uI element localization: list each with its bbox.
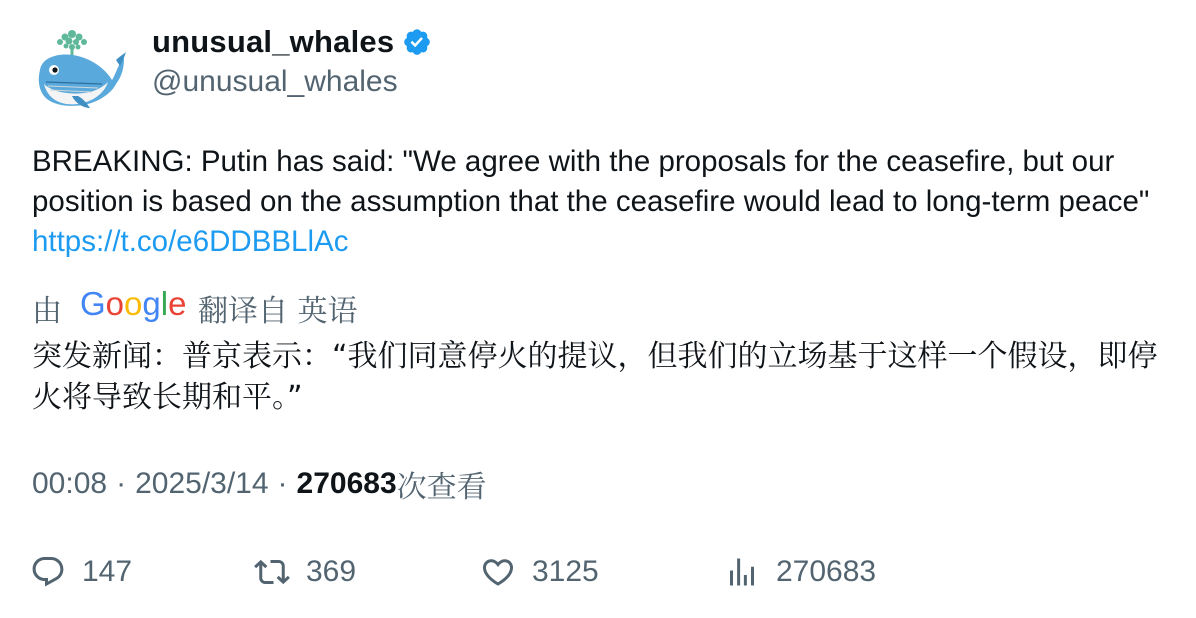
- translated-from-label: 翻译自 英语: [198, 294, 358, 329]
- bar-chart-icon: [724, 554, 760, 590]
- google-logo-icon: [80, 285, 187, 330]
- tweet-meta: [32, 464, 487, 504]
- retweet-button[interactable]: [254, 550, 356, 594]
- like-count: 3125: [532, 555, 599, 588]
- translation-header: [32, 285, 358, 329]
- tweet-date[interactable]: 2025/3/14: [135, 467, 269, 500]
- author-handle[interactable]: @unusual_whales: [152, 65, 398, 98]
- tweet-body: BREAKING: Putin has said: "We agree with the proposals for the ceasefire, but our position is based on the assumption that the ceasefire would lead to long-term peace": [32, 145, 1150, 218]
- views-count: 270683: [296, 467, 397, 500]
- author-display-name[interactable]: unusual_whales: [152, 24, 395, 59]
- meta-separator: ·: [116, 467, 127, 500]
- heart-icon: [480, 554, 516, 590]
- reply-icon: [30, 554, 66, 590]
- reply-button[interactable]: [30, 550, 132, 594]
- avatar[interactable]: [32, 26, 126, 112]
- tweet-time[interactable]: 00:08: [32, 467, 108, 500]
- views-button[interactable]: [724, 550, 876, 594]
- reply-count: 147: [82, 555, 133, 588]
- meta-separator: ·: [277, 467, 288, 500]
- tweet-actions: [0, 550, 1196, 594]
- like-button[interactable]: [480, 550, 599, 594]
- author-name-row[interactable]: [152, 22, 432, 62]
- views-action-count: 270683: [776, 555, 877, 588]
- translated-text: 突发新闻：普京表示：“我们同意停火的提议，但我们的立场基于这样一个假设，即停火将导致长期和平。”: [32, 339, 1158, 415]
- whale-avatar-icon: [32, 26, 126, 112]
- tweet-text: [32, 142, 1172, 262]
- verified-badge-icon: [402, 27, 432, 57]
- translate-by-label: 由: [32, 294, 62, 329]
- retweet-count: 369: [306, 555, 357, 588]
- svg-text:Google: Google: [80, 285, 187, 322]
- retweet-icon: [254, 554, 290, 590]
- views-label: 次查看: [396, 470, 487, 505]
- tweet-link[interactable]: https://t.co/e6DDBBLlAc: [32, 225, 349, 258]
